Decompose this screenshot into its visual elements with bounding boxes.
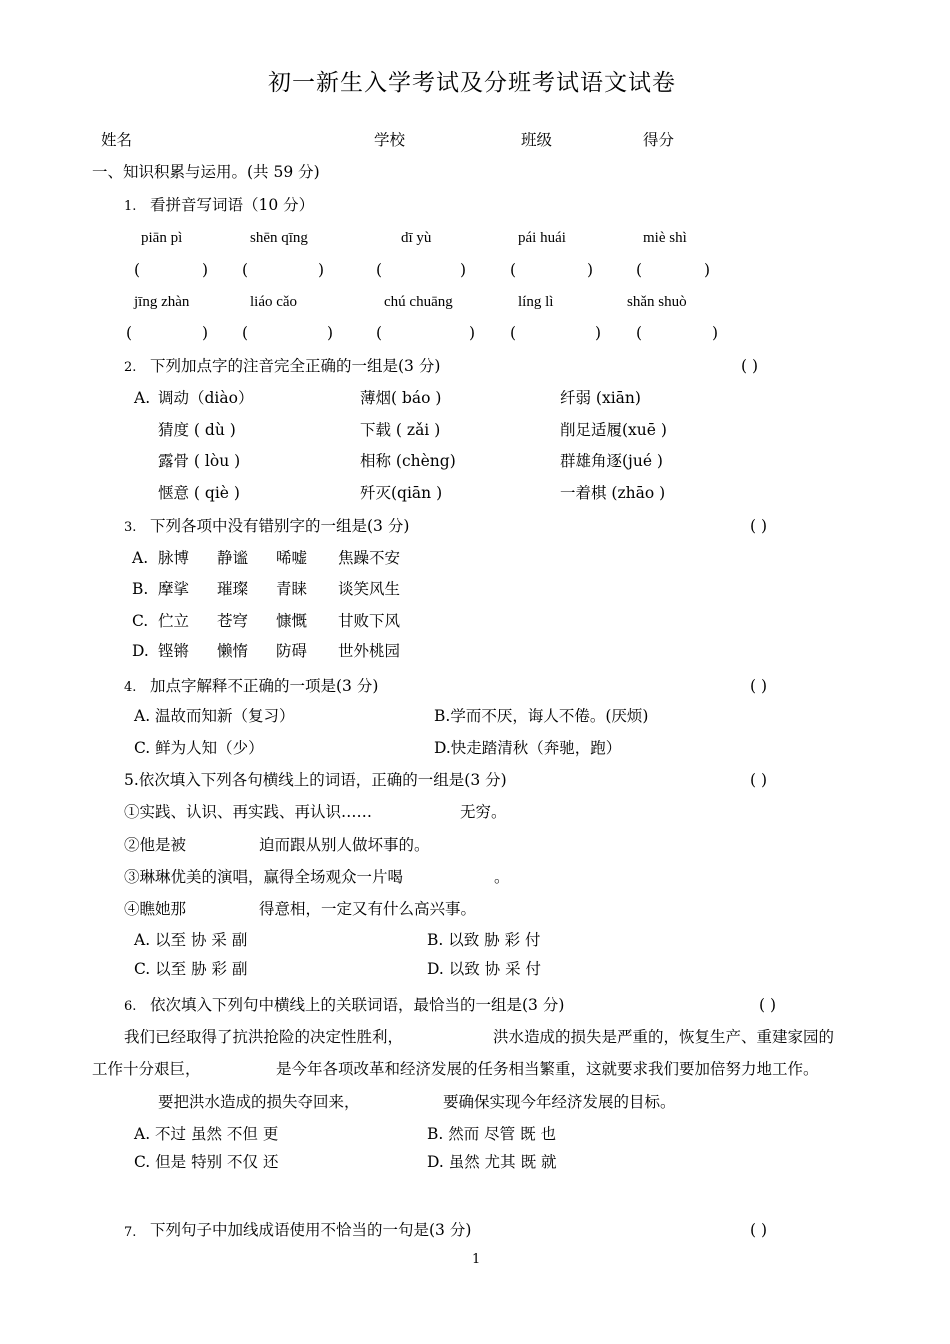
class-label: 班级 [521,131,553,149]
option-word: 谈笑风生 [338,580,401,598]
option-word: 脉博 [158,549,190,567]
pronunciation-item: 猜度 ( dù ) [158,421,236,439]
question-number: 4. [124,680,137,695]
name-label: 姓名 [101,131,133,149]
question-number: 6. [124,999,137,1014]
pronunciation-item: 惬意 ( qiè ) [158,484,240,502]
option-word: 青睐 [276,580,308,598]
option-word: 摩挲 [158,580,190,598]
option-label: D. [132,642,149,660]
pinyin: líng lì [518,294,554,310]
pronunciation-item: 纤弱 (xiān) [560,389,641,407]
answer-blank-open: ( [636,324,643,342]
pinyin: shǎn shuò [627,294,687,310]
answer-paren: ( ) [759,996,777,1014]
answer-paren: ( ) [750,1221,768,1239]
sentence-part: 。 [494,868,510,886]
pronunciation-item: 相称 (chèng) [360,452,456,470]
option-label: A. [132,549,149,567]
option-word: 甘败下风 [338,612,401,630]
option-b: B. 然而 尽管 既 也 [427,1125,557,1143]
question-number: 2. [124,360,137,375]
pronunciation-item: 歼灭(qiān ) [360,484,443,502]
passage-part: 要把洪水造成的损失夺回来， [158,1093,360,1111]
answer-blank-close: ) [469,324,476,342]
option-c: C. 但是 特别 不仅 还 [134,1153,279,1171]
option-label: A. [134,389,151,407]
option-d: D. 以致 协 采 付 [427,960,542,978]
answer-blank-close: ) [318,261,325,279]
answer-blank-open: ( [126,324,133,342]
answer-blank-open: ( [376,324,383,342]
section-heading: 一、知识积累与运用。(共 59 分) [92,163,320,181]
score-label: 得分 [643,131,675,149]
sentence-part: ①实践、认识、再实践、再认识…… [124,803,373,821]
pronunciation-item: 下载 ( zǎi ) [360,421,441,439]
pronunciation-item: 露骨 ( lòu ) [158,452,241,470]
option-label: C. [132,612,149,630]
option-word: 防碍 [276,642,308,660]
option-a: A. 温故而知新（复习） [134,707,295,725]
question-number: 7. [124,1225,137,1240]
option-c: C. 鲜为人知（少） [134,739,264,757]
sentence-part: ③琳琳优美的演唱，赢得全场观众一片喝 [124,868,404,886]
option-word: 慷慨 [276,612,308,630]
option-label: B. [132,580,149,598]
option-word: 伫立 [158,612,190,630]
pronunciation-item: 群雄角逐(jué ) [560,452,663,470]
pinyin: chú chuāng [384,294,453,310]
question-text: 看拼音写词语（10 分） [150,196,315,214]
option-a: A. 以至 协 采 副 [134,931,248,949]
option-b: B. 以致 胁 彩 付 [427,931,541,949]
answer-paren: ( ) [741,357,759,375]
option-a: A. 不过 虽然 不但 更 [134,1125,279,1143]
option-d: D.快走踏清秋（奔驰，跑） [434,739,622,757]
pinyin: shēn qīng [250,230,308,246]
option-d: D. 虽然 尤其 既 就 [427,1153,557,1171]
option-word: 静谧 [217,549,249,567]
page-number: 1 [472,1252,481,1267]
answer-blank-close: ) [202,261,209,279]
option-word: 铿锵 [158,642,190,660]
answer-blank-open: ( [376,261,383,279]
pinyin: miè shì [643,230,687,246]
school-label: 学校 [374,131,406,149]
question-text: 5.依次填入下列各句横线上的词语，正确的一组是(3 分) [124,771,507,789]
answer-blank-close: ) [595,324,602,342]
answer-blank-close: ) [460,261,467,279]
passage-part: 我们已经取得了抗洪抢险的决定性胜利， [124,1028,404,1046]
answer-blank-close: ) [587,261,594,279]
answer-blank-open: ( [510,324,517,342]
answer-blank-close: ) [712,324,719,342]
option-word: 世外桃园 [338,642,401,660]
answer-blank-open: ( [510,261,517,279]
pronunciation-item: 削足适履(xuē ) [560,421,667,439]
pinyin: piān pì [141,230,183,246]
pinyin: liáo cǎo [250,294,298,310]
answer-paren: ( ) [750,677,768,695]
answer-blank-close: ) [704,261,711,279]
answer-blank-open: ( [636,261,643,279]
question-text: 下列句子中加线成语使用不恰当的一句是(3 分) [150,1221,472,1239]
option-word: 懒惰 [217,642,249,660]
sentence-part: 迫而跟从别人做坏事的。 [259,836,430,854]
passage-part: 工作十分艰巨， [92,1060,201,1078]
option-word: 苍穹 [217,612,249,630]
passage-part: 要确保实现今年经济发展的目标。 [443,1093,676,1111]
question-text: 下列加点字的注音完全正确的一组是(3 分) [150,357,441,375]
answer-blank-open: ( [134,261,141,279]
question-number: 1. [124,199,137,214]
answer-blank-open: ( [242,324,249,342]
answer-blank-close: ) [202,324,209,342]
passage-part: 是今年各项改革和经济发展的任务相当繁重，这就要求我们要加倍努力地工作。 [276,1060,819,1078]
pinyin: pái huái [518,230,566,246]
pronunciation-item: 薄烟( báo ) [360,389,442,407]
question-text: 加点字解释不正确的一项是(3 分) [150,677,379,695]
pronunciation-item: 一着棋 (zhāo ) [560,484,666,502]
sentence-part: 得意相，一定又有什么高兴事。 [259,900,477,918]
question-text: 依次填入下列句中横线上的关联词语，最恰当的一组是(3 分) [150,996,565,1014]
question-number: 3. [124,520,137,535]
sentence-part: 无穷。 [460,803,507,821]
passage-part: 洪水造成的损失是严重的，恢复生产、重建家园的 [493,1028,835,1046]
question-text: 下列各项中没有错别字的一组是(3 分) [150,517,410,535]
answer-blank-close: ) [327,324,334,342]
answer-blank-open: ( [242,261,249,279]
option-c: C. 以至 胁 彩 副 [134,960,248,978]
option-b: B.学而不厌，诲人不倦。(厌烦) [434,707,649,725]
pinyin: dī yù [401,230,432,246]
sentence-part: ④瞧她那 [124,900,187,918]
pronunciation-item: 调动（diào） [158,389,254,407]
sentence-part: ②他是被 [124,836,187,854]
option-word: 唏嘘 [276,549,308,567]
answer-paren: ( ) [750,517,768,535]
answer-paren: ( ) [750,771,768,789]
page-title: 初一新生入学考试及分班考试语文试卷 [268,70,676,96]
option-word: 璀璨 [217,580,249,598]
pinyin: jīng zhàn [134,294,190,310]
option-word: 焦躁不安 [338,549,401,567]
